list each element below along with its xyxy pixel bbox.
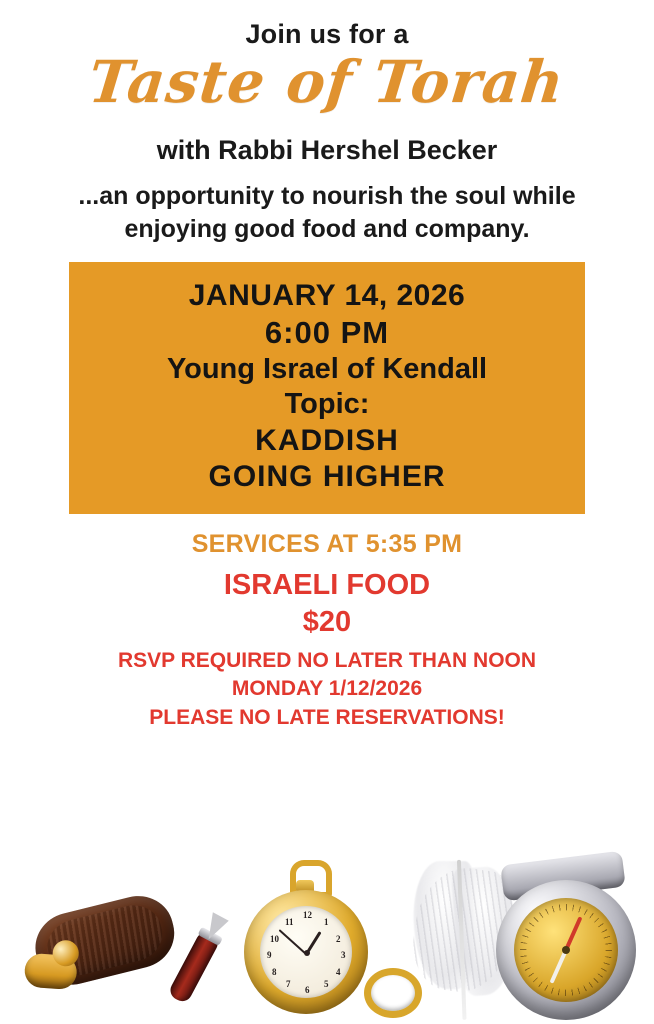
join-us-line: Join us for a [245, 19, 409, 49]
watch-face [260, 906, 352, 998]
food-line: ISRAELI FOOD [223, 568, 431, 601]
watch-numeral: 4 [336, 967, 341, 977]
watch-minute-hand [279, 929, 307, 955]
watch-numeral: 10 [270, 934, 279, 944]
topic-line-2: GOING HIGHER [208, 460, 446, 494]
details-highlight-box [69, 262, 585, 514]
topic-line-1: KADDISH [255, 423, 399, 457]
services-time: SERVICES AT 5:35 PM [191, 529, 463, 558]
price-line: $20 [302, 605, 352, 638]
watch-center-pin [304, 950, 310, 956]
watch-case [244, 890, 368, 1014]
rsvp-line-1: RSVP REQUIRED NO LATER THAN NOON [117, 648, 537, 672]
watch-numeral: 3 [341, 950, 346, 960]
compass-icon [492, 862, 642, 1020]
watch-numeral: 6 [305, 985, 310, 995]
rsvp-line-3: PLEASE NO LATE RESERVATIONS! [149, 705, 505, 729]
watch-numeral: 12 [303, 910, 312, 920]
watch-numeral: 2 [336, 934, 341, 944]
pocket-watch-icon [238, 858, 374, 1024]
description-text: ...an opportunity to nourish the soul while enjoying good food and company. [78, 181, 576, 243]
watch-numeral: 7 [286, 979, 291, 989]
rsvp-block [118, 647, 536, 732]
event-time: 6:00 PM [264, 315, 390, 351]
event-title: Taste of Torah [85, 47, 569, 116]
compass-pivot [562, 946, 570, 954]
compass-dial [514, 898, 618, 1002]
watch-numeral: 5 [324, 979, 329, 989]
event-venue: Young Israel of Kendall [166, 352, 488, 385]
event-date: JANUARY 14, 2026 [188, 278, 466, 312]
watch-numeral: 11 [285, 917, 294, 927]
bottom-imagery-strip [0, 848, 654, 1024]
speaker-line: with Rabbi Hershel Becker [156, 134, 498, 165]
watch-numeral: 9 [267, 950, 272, 960]
compass-case [496, 880, 636, 1020]
topic-label: Topic: [284, 388, 370, 421]
rsvp-line-2: MONDAY 1/12/2026 [231, 677, 423, 701]
watch-numeral: 8 [272, 967, 277, 977]
watch-numeral: 1 [324, 917, 329, 927]
